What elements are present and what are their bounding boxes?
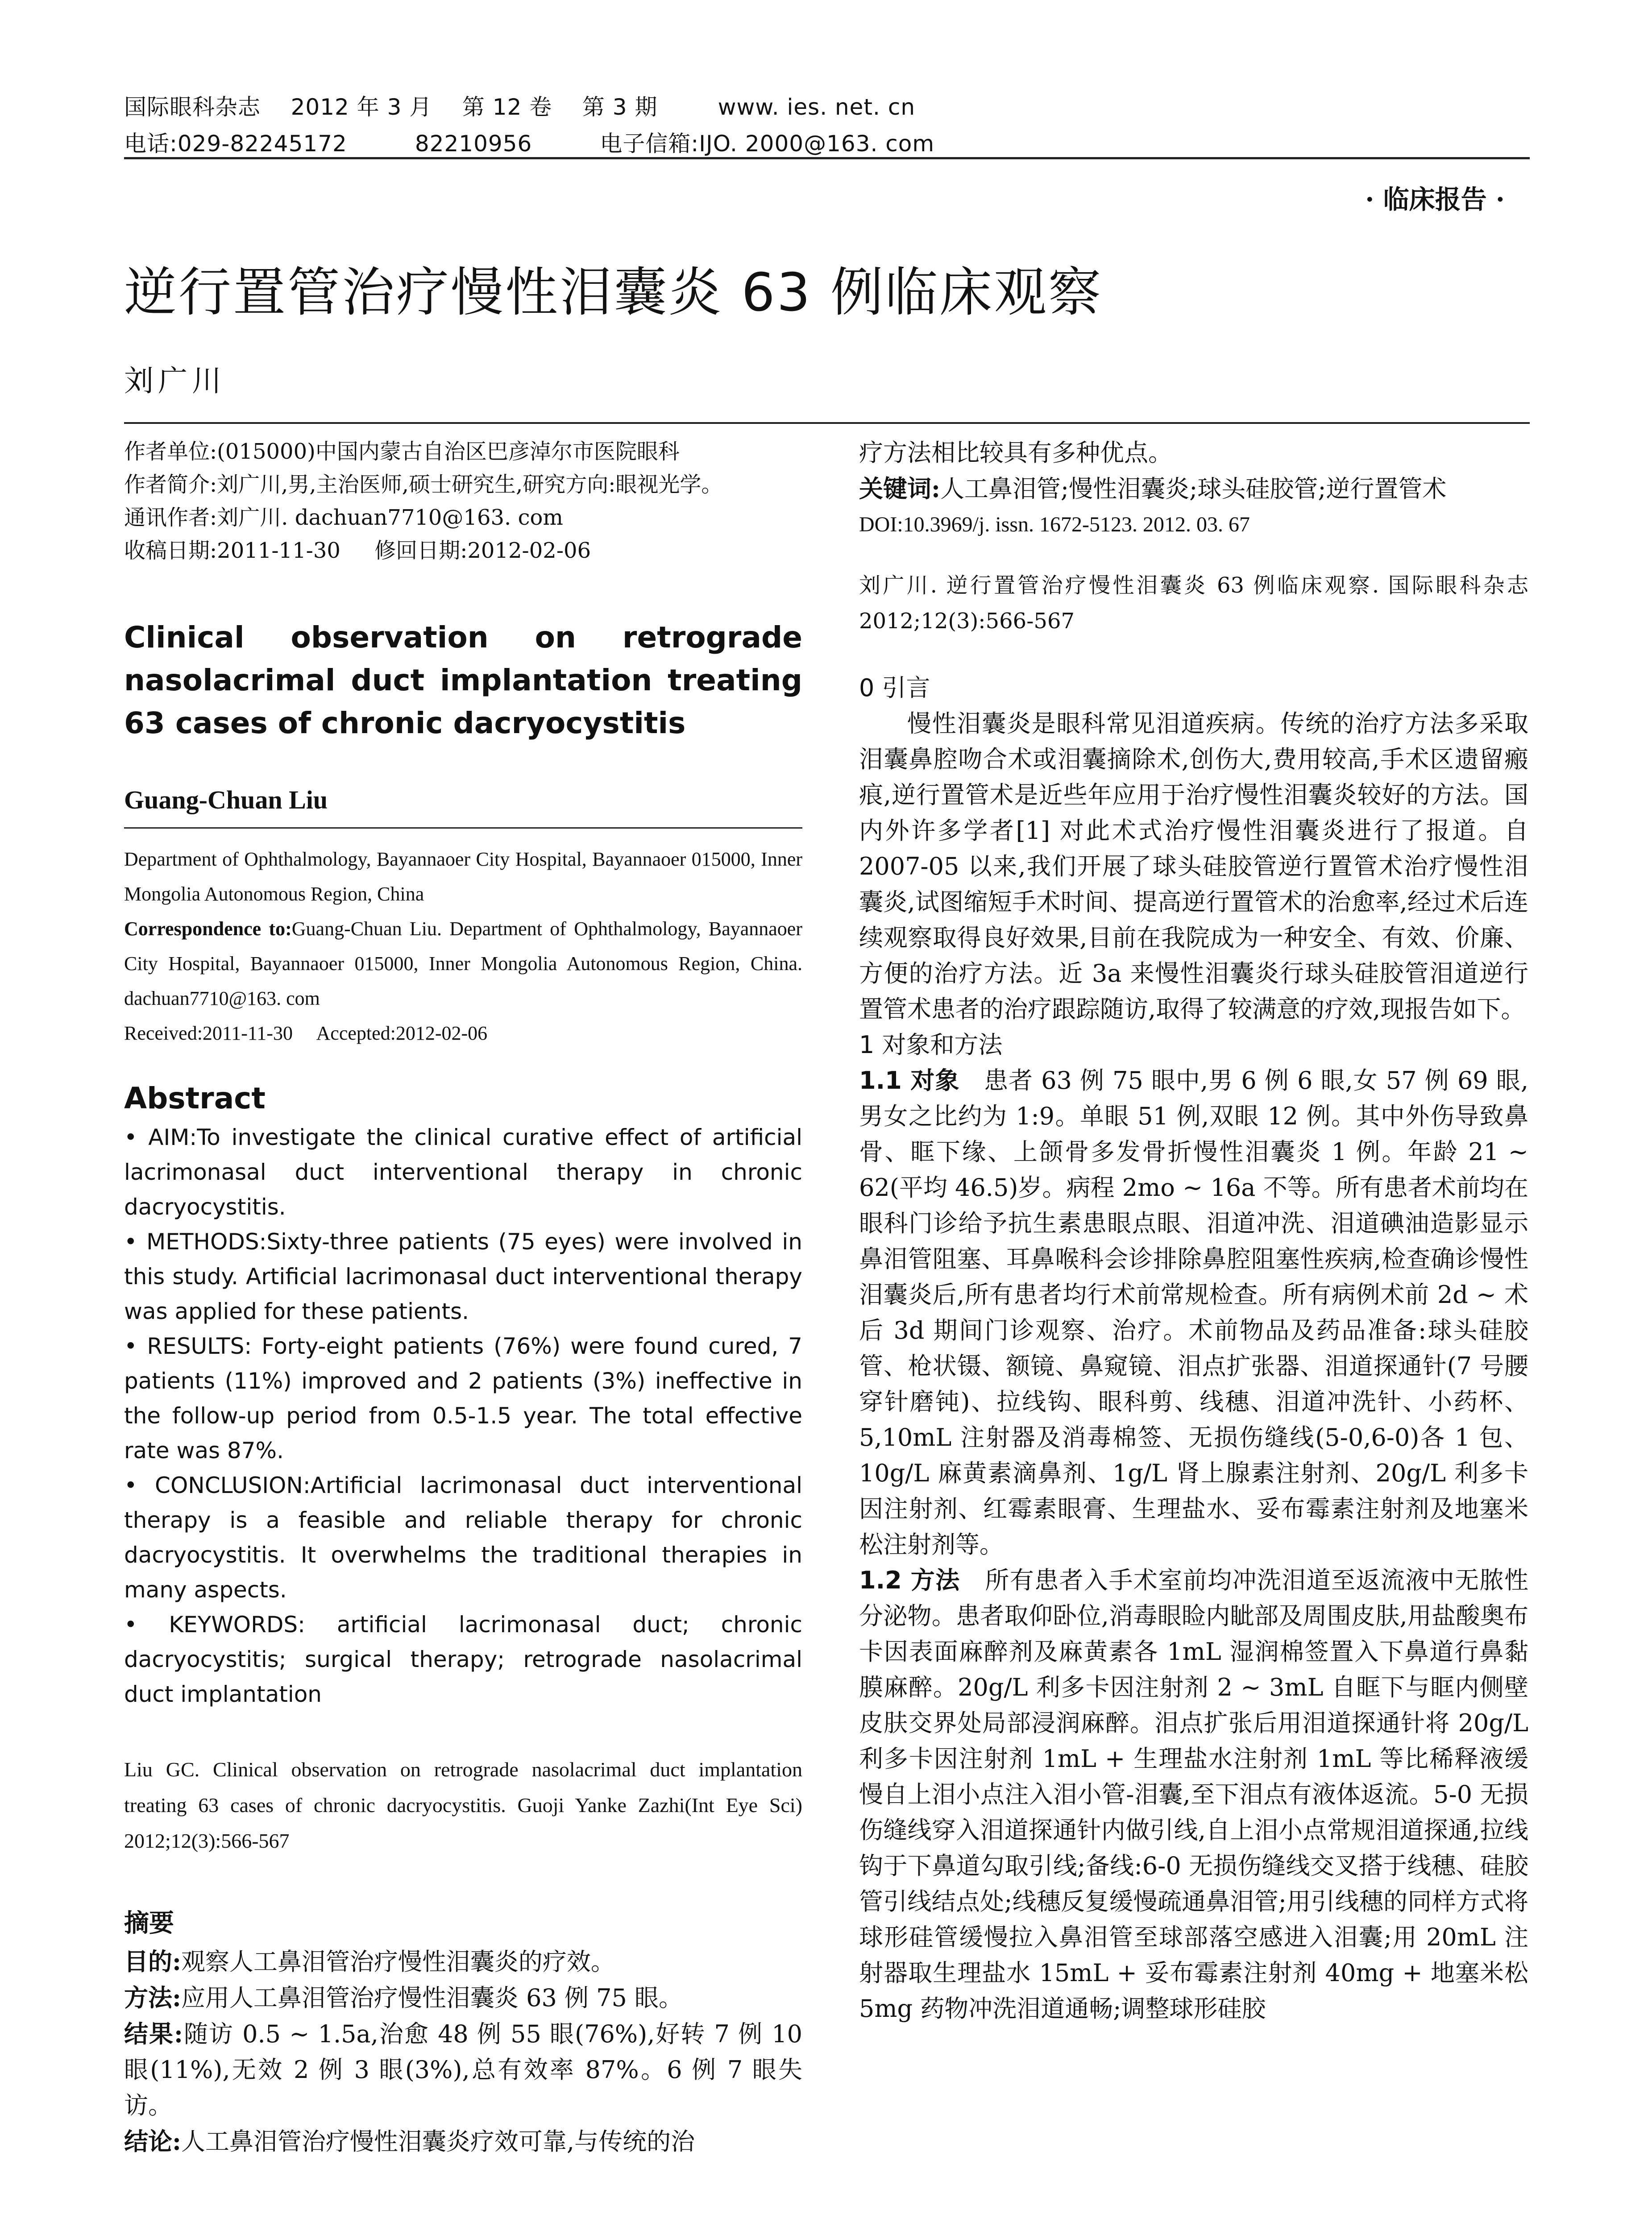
- correspondence-label: Correspondence to:: [124, 918, 292, 940]
- correspondence-text: Guang-Chuan Liu. Department of Ophthalmology, Bayannaoer City Hospital, Bayannaoer 015000, Inner Mongolia Autonomous Region, China. dachuan7710@163. com: [124, 918, 802, 1009]
- english-received-dates: Received:2011-11-30 Accepted:2012-02-06: [124, 1022, 488, 1044]
- abstract-results: • RESULTS: Forty-eight patients (76%) were found cured, 7 patients (11%) improved and 2 patients (3%) ineffective in the follow-up period from 0.5-1.5 year. The total effective rate was 87%.: [124, 1333, 802, 1464]
- zh-conclusion-text: 人工鼻泪管治疗慢性泪囊炎疗效可靠,与传统的治: [181, 2127, 695, 2156]
- s11-text: 患者 63 例 75 眼中,男 6 例 6 眼,女 57 例 69 眼,男女之比约为 1:9。单眼 51 例,双眼 12 例。其中外伤导致鼻骨、眶下缘、上颌骨多发骨折慢性泪囊炎 1 例。年龄 21 ~ 62(平均 46.5)岁。病程 2mo ~ 16a 不等。所有患者术前均在眼科门诊给予抗生素患眼点眼、泪道冲洗、泪道碘油造影显示鼻泪管阻塞、耳鼻喉科会诊排除鼻腔阻塞性疾病,检查确诊慢性泪囊炎后,所有患者均行术前常规检查。所有病例术前 2d ~ 术后 3d 期间门诊观察、治疗。术前物品及药品准备:球头硅胶管、枪状镊、额镜、鼻窥镜、泪点扩张器、泪道探通针(7 号腰穿针磨钝)、拉线钩、眼科剪、线穗、泪道冲洗针、小药杯、5,10mL 注射器及消毒棉签、无损伤缝线(5-0,6-0)各 1 包、10g/L 麻黄素滴鼻剂、1g/L 肾上腺素注射剂、20g/L 利多卡因注射剂、红霉素眼膏、生理盐水、妥布霉素注射剂及地塞米松注射剂等。: [859, 1066, 1528, 1559]
- abstract-heading: Abstract: [124, 1081, 266, 1116]
- author-info: [124, 435, 802, 567]
- zh-conclusion-label: 结论:: [124, 2127, 181, 2156]
- english-author-rule: [124, 827, 802, 829]
- methods-heading: 1 对象和方法: [859, 1031, 1003, 1059]
- article-title: 逆行置管治疗慢性泪囊炎 63 例临床观察: [124, 261, 1103, 323]
- intro-heading: 0 引言: [859, 674, 930, 702]
- s12-text: 所有患者入手术室前均冲洗泪道至返流液中无脓性分泌物。患者取仰卧位,消毒眼睑内眦部及周围皮肤,用盐酸奥布卡因表面麻醉剂及麻黄素各 1mL 湿润棉签置入下鼻道行鼻黏膜麻醉。20g/L 利多卡因注射剂 2 ~ 3mL 自眶下与眶内侧壁皮肤交界处局部浸润麻醉。泪点扩张后用泪道探通针将 20g/L 利多卡因注射剂 1mL + 生理盐水注射剂 1mL 等比稀释液缓慢自上泪小点注入泪小管-泪囊,至下泪点有液体返流。5-0 无损伤缝线穿入泪道探通针内做引线,自上泪小点常规泪道探通,拉线钩于下鼻道勾取引线;备线:6-0 无损伤缝线交叉搭于线穗、硅胶管引线结点处;线穗反复缓慢疏通鼻泪管;用引线穗的同样方式将球形硅管缓慢拉入鼻泪管至球部落空感进入泪囊;用 20mL 注射器取生理盐水 15mL + 妥布霉素注射剂 40mg + 地塞米松 5mg 药物冲洗泪道通畅;调整球形硅胶: [859, 1566, 1528, 2023]
- s11-label: 1.1 对象: [859, 1066, 960, 1095]
- english-title: Clinical observation on retrograde nasolacrimal duct implantation treating 63 cases of chronic dacryocystitis: [124, 620, 802, 740]
- english-author: Guang-Chuan Liu: [124, 785, 328, 814]
- zh-results-text: 随访 0.5 ~ 1.5a,治愈 48 例 55 眼(76%),好转 7 例 10 眼(11%),无效 2 例 3 眼(3%),总有效率 87%。6 例 7 眼失访。: [124, 2020, 802, 2119]
- english-abstract: [124, 1120, 802, 1712]
- zh-methods-label: 方法:: [124, 1983, 181, 2012]
- zh-aim-text: 观察人工鼻泪管治疗慢性泪囊炎的疗效。: [181, 1948, 615, 1976]
- keywords-label: 关键词:: [859, 474, 940, 503]
- title-rule: [124, 422, 1530, 424]
- journal-header-line2: 电话:029-82245172 82210956 电子信箱:IJO. 2000@163. com: [124, 131, 935, 157]
- section-label: · 临床报告 ·: [1365, 184, 1505, 215]
- info-dates: 收稿日期:2011-11-30 修回日期:2012-02-06: [124, 538, 591, 563]
- journal-header-line1: 国际眼科杂志 2012 年 3 月 第 12 卷 第 3 期 www. ies. net. cn: [124, 94, 916, 120]
- chinese-abstract: [124, 1944, 802, 2160]
- zh-aim-label: 目的:: [124, 1947, 181, 1976]
- info-bio: 作者简介:刘广川,男,主治医师,硕士研究生,研究方向:眼视光学。: [124, 472, 723, 497]
- abstract-conclusion: • CONCLUSION:Artificial lacrimonasal duct interventional therapy is a feasible and reliable therapy for chronic dacryocystitis. It overwhelms the traditional therapies in many aspects.: [124, 1472, 802, 1603]
- s12-label: 1.2 方法: [859, 1566, 960, 1594]
- info-affiliation: 作者单位:(015000)中国内蒙古自治区巴彦淖尔市医院眼科: [124, 439, 680, 464]
- english-citation: Liu GC. Clinical observation on retrograde nasolacrimal duct implantation treating 63 cases of chronic dacryocystitis. Guoji Yanke Zazhi(Int Eye Sci) 2012;12(3):566-567: [124, 1758, 802, 1852]
- abstract-keywords: • KEYWORDS: artificial lacrimonasal duct; chronic dacryocystitis; surgical therapy; retrograde nasolacrimal duct implantation: [124, 1612, 802, 1707]
- chinese-abstract-heading: 摘要: [124, 1908, 174, 1938]
- abstract-continuation: 疗方法相比较具有多种优点。: [859, 439, 1172, 467]
- zh-methods-text: 应用人工鼻泪管治疗慢性泪囊炎 63 例 75 眼。: [181, 1984, 683, 2012]
- english-affiliation-block: [124, 842, 802, 1051]
- right-column: [859, 435, 1528, 2027]
- header-rule: [124, 157, 1530, 159]
- intro-text: 慢性泪囊炎是眼科常见泪道疾病。传统的治疗方法多采取泪囊鼻腔吻合术或泪囊摘除术,创伤大,费用较高,手术区遗留瘢痕,逆行置管术是近些年应用于治疗慢性泪囊炎较好的方法。国内外许多学者[1] 对此术式治疗慢性泪囊炎进行了报道。自 2007-05 以来,我们开展了球头硅胶管逆行置管术治疗慢性泪囊炎,试图缩短手术时间、提高逆行置管术的治愈率,经过术后连续观察取得良好效果,目前在我院成为一种安全、有效、价廉、方便的治疗方法。近 3a 来慢性泪囊炎行球头硅胶管泪道逆行置管术患者的治疗跟踪随访,取得了较满意的疗效,现报告如下。: [859, 709, 1528, 1023]
- article-author: 刘广川: [124, 364, 226, 398]
- info-correspondence: 通讯作者:刘广川. dachuan7710@163. com: [124, 505, 563, 530]
- left-column: [124, 435, 802, 2160]
- doi: DOI:10.3969/j. issn. 1672-5123. 2012. 03. 67: [859, 513, 1250, 536]
- keywords-text: 人工鼻泪管;慢性泪囊炎;球头硅胶管;逆行置管术: [940, 475, 1447, 503]
- zh-results-label: 结果:: [124, 2020, 183, 2048]
- abstract-aim: • AIM:To investigate the clinical curative effect of artificial lacrimonasal duct interventional therapy in chronic dacryocystitis.: [124, 1124, 802, 1220]
- english-affiliation: Department of Ophthalmology, Bayannaoer City Hospital, Bayannaoer 015000, Inner Mongolia Autonomous Region, China: [124, 848, 802, 905]
- chinese-citation: 刘广川. 逆行置管治疗慢性泪囊炎 63 例临床观察. 国际眼科杂志 2012;12(3):566-567: [859, 573, 1528, 634]
- abstract-methods: • METHODS:Sixty-three patients (75 eyes) were involved in this study. Artificial lacrimonasal duct interventional therapy was applied for these patients.: [124, 1229, 802, 1324]
